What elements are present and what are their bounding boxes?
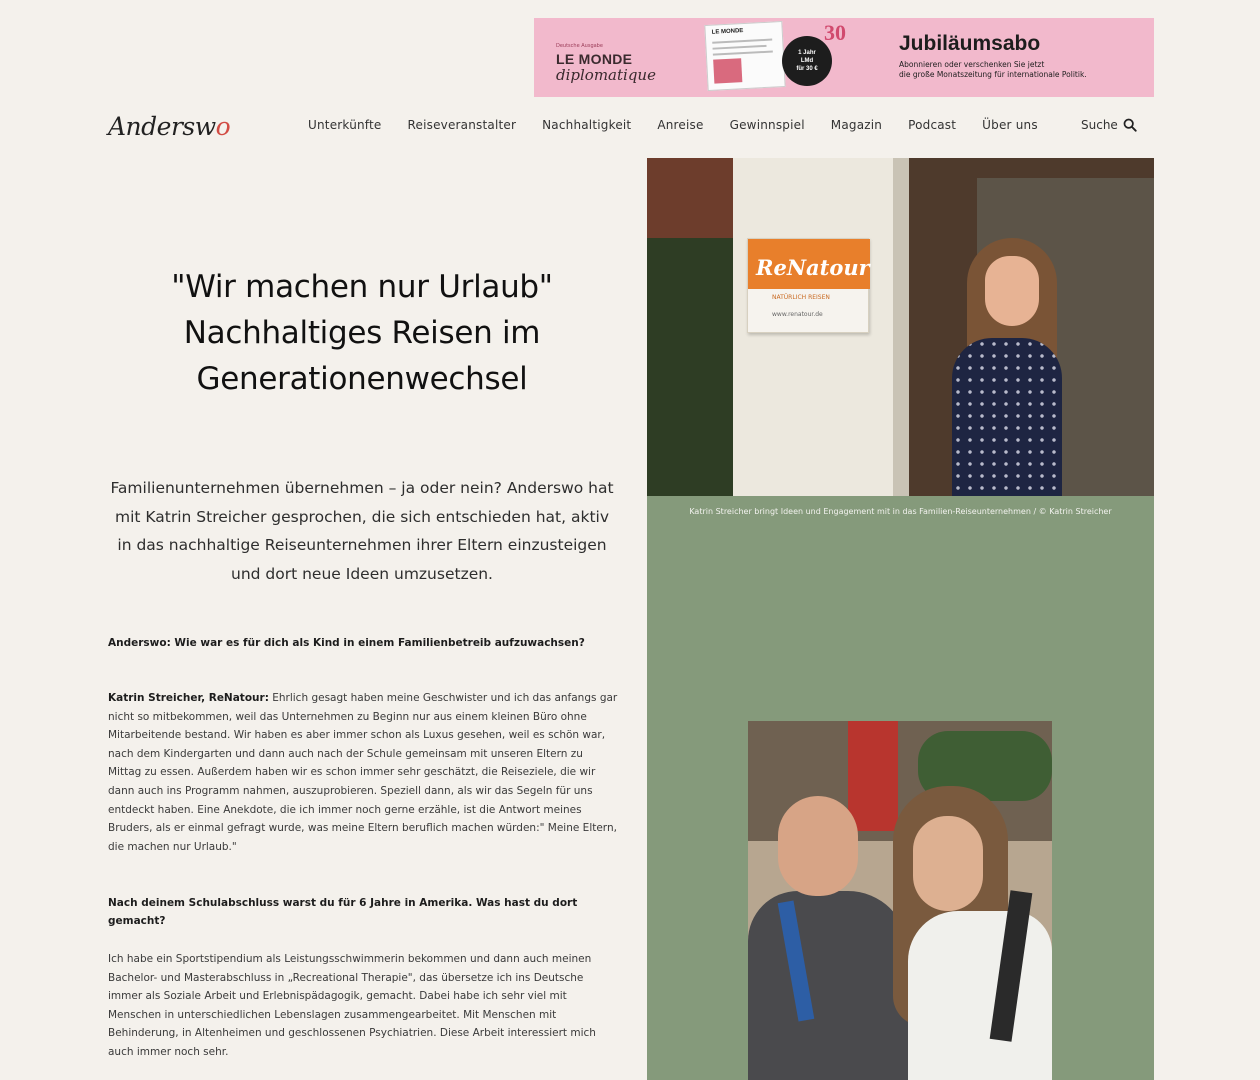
title-line: Generationenwechsel: [196, 361, 528, 397]
interview-answer: Ich habe ein Sportstipendium als Leistungsschwimmerin bekommen und dann auch meinen Bachelor- und Masterabschluss in „Recreational Therapie", das übersetze ich ins Deutsche immer als Soziale Arbeit und Erlebnispädagogik, gemacht. Dabei habe ich sehr viel mit Menschen in unterschiedlichen Lebenslagen zusammengearbeitet. Mit Menschen mit Behinderung, in Altenheimen und geschlossenen Psychiatrien. Diese Arbeit interessiert mich auch immer noch sehr.: [108, 953, 596, 1058]
ad-brand-subtitle: diplomatique: [556, 66, 656, 84]
logo-accent: o: [215, 112, 231, 141]
anniversary-badge: 30: [824, 20, 846, 45]
title-line: "Wir machen nur Urlaub": [171, 269, 553, 305]
nav-unterkuenfte[interactable]: Unterkünfte: [308, 118, 382, 132]
renatour-sign: ReNatour NATÜRLICH REISEN www.renatour.de: [747, 238, 869, 333]
ad-offer-badge: 1 Jahr LMd für 30 €: [782, 36, 832, 86]
ad-banner[interactable]: [534, 18, 1154, 97]
article-title: [108, 264, 616, 402]
main-nav: [308, 118, 1064, 132]
search-label: Suche: [1081, 118, 1118, 132]
nav-podcast[interactable]: Podcast: [908, 118, 957, 132]
article-lead: Familienunternehmen übernehmen – ja oder nein? Anderswo hat mit Katrin Streicher gesprochen, die sich entschieden hat, aktiv in das nachhaltige Reiseunternehmen ihrer Eltern einzusteigen und dort neue Ideen umzusetzen.: [110, 479, 614, 583]
ad-headline: Jubiläumsabo: [899, 32, 1041, 55]
nav-gewinnspiel[interactable]: Gewinnspiel: [729, 118, 805, 132]
interview-answer: Katrin Streicher, ReNatour: Ehrlich gesagt haben meine Geschwister und ich das anfangs gar nicht so mitbekommen, weil das Unternehmen zu Beginn nur aus einem kleinen Büro ohne Mitarbeitende bestand. Wir haben es aber immer schon als Luxus gesehen, weil es schön war, nach dem Kindergarten und dann auch nach der Schule gemeinsam mit unseren Eltern zu Mittag zu essen. Außerdem haben wir es schon immer sehr geschätzt, die Reiseziele, die wir dann auch ins Programm nahmen, auszuprobieren. Speziell dann, als wir das Segeln für uns entdeckt haben. Eine Anekdote, die ich immer noch gerne erzähle, ist die Antwort meines Bruders, als er einmal gefragt wurde, was meine Eltern beruflich machen würden:" Meine Eltern, die machen nur Urlaub.": [108, 692, 618, 853]
newspaper-image: LE MONDE: [704, 21, 785, 91]
nav-ueber-uns[interactable]: Über uns: [982, 118, 1038, 132]
site-logo[interactable]: Anderswo: [108, 112, 231, 141]
interview-question: Nach deinem Schulabschluss warst du für 6 Jahre in Amerika. Was hast du dort gemacht?: [108, 897, 578, 927]
nav-magazin[interactable]: Magazin: [830, 118, 883, 132]
nav-nachhaltigkeit[interactable]: Nachhaltigkeit: [542, 118, 632, 132]
interview-question: Anderswo: Wie war es für dich als Kind in einem Familienbetreib aufzuwachsen?: [108, 637, 585, 649]
title-line: Nachhaltiges Reisen im: [183, 315, 541, 351]
hero-image: [647, 158, 1154, 496]
hero-caption: Katrin Streicher bringt Ideen und Engagement mit in das Familien-Reiseunternehmen / © Katrin Streicher: [689, 507, 1112, 516]
ad-kicker: Deutsche Ausgabe: [556, 43, 603, 49]
search-icon: [1123, 118, 1137, 132]
search-button[interactable]: [1081, 118, 1137, 132]
nav-anreise[interactable]: Anreise: [657, 118, 704, 132]
nav-reiseveranstalter[interactable]: Reiseveranstalter: [407, 118, 517, 132]
selfie-image: [748, 721, 1052, 1080]
ad-brand-title: LE MONDE: [556, 51, 633, 67]
ad-text: Abonnieren oder verschenken Sie jetzt die große Monatszeitung für internationale Politik.: [899, 60, 1087, 79]
answer-speaker: Katrin Streicher, ReNatour:: [108, 692, 269, 704]
